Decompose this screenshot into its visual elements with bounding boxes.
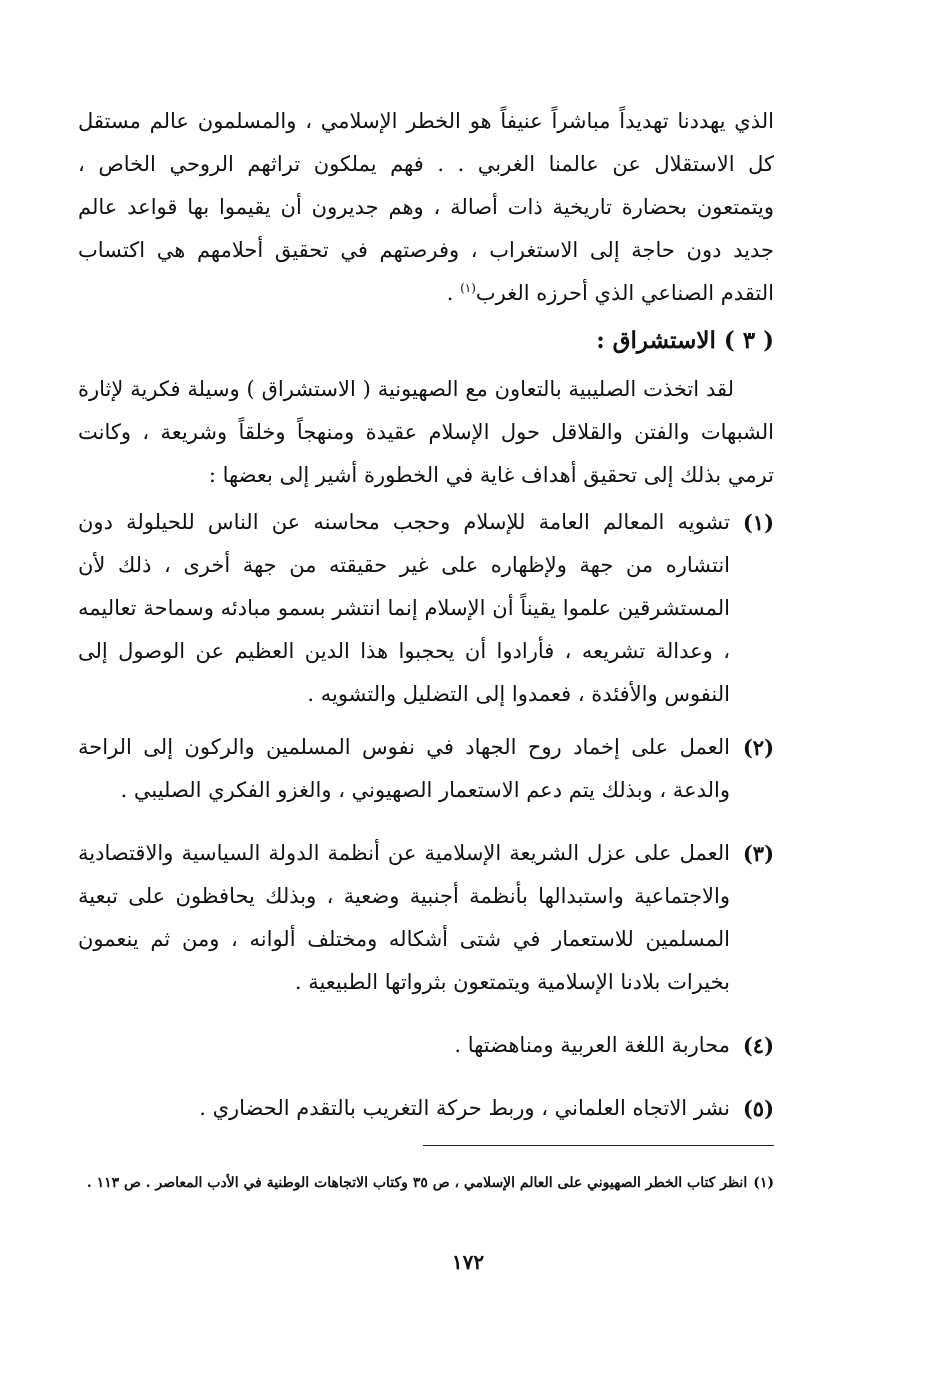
intro-paragraph: [78, 100, 774, 315]
list-item-number: (٥): [742, 1096, 774, 1121]
list-item-number: (١): [742, 510, 774, 535]
list-item-text: محاربة اللغة العربية ومناهضتها .: [454, 1033, 730, 1057]
list-item-text: العمل على عزل الشريعة الإسلامية عن أنظمة الدولة السياسية والاقتصادية والاجتماعية واستبدالها بأنظمة أجنبية وضعية ، وبذلك يحافظون على تبعية المسلمين للاستعمار في شتى أشكاله ومختلف ألوانه ، ومن ثم ينعمون بخيرات بلادنا الإسلامية ويتمتعون بثرواتها الطبيعية .: [78, 841, 730, 994]
intro-text: الذي يهددنا تهديداً مباشراً عنيفاً هو الخطر الإسلامي ، والمسلمون عالم مستقل كل الاستقلال عن عالمنا الغربي . . فهم يملكون تراثهم الروحي الخاص ، ويتمتعون بحضارة تاريخية ذات أصالة ، وهم جديرون أن يقيموا بها قواعد عالم جديد دون حاجة إلى الاستغراب ، وفرصتهم في تحقيق أحلامهم هي اكتساب التقدم الصناعي الذي أحرزه الغرب: [78, 109, 774, 305]
numbered-list: [78, 501, 774, 1130]
section-paragraph: لقد اتخذت الصليبية بالتعاون مع الصهيونية ( الاستشراق ) وسيلة فكرية لإثارة الشبهات والفتن والقلاقل حول الإسلام عقيدة ومنهجاً وخلقاً وشريعة ، وكانت ترمي بذلك إلى تحقيق أهداف غاية في الخطورة أشير إلى بعضها :: [78, 377, 774, 487]
section-heading: ( ٣ ) الاستشراق :: [596, 327, 774, 354]
intro-end: .: [446, 281, 461, 305]
list-item-text: نشر الاتجاه العلماني ، وربط حركة التغريب بالتقدم الحضاري .: [199, 1096, 730, 1120]
list-item: [78, 832, 774, 1004]
footnote-divider: [423, 1145, 774, 1146]
list-item-text: العمل على إخماد روح الجهاد في نفوس المسلمين والركون إلى الراحة والدعة ، وبذلك يتم دعم الاستعمار الصهيوني ، والغزو الفكري الصليبي .: [78, 735, 730, 802]
list-item-number: (٣): [742, 841, 774, 866]
list-item: [78, 726, 774, 812]
list-item-number: (٤): [742, 1033, 774, 1058]
footnote: [78, 1168, 774, 1198]
list-item: [78, 1024, 774, 1067]
page-body: [78, 100, 774, 1140]
list-item: [78, 1087, 774, 1130]
list-item-text: تشويه المعالم العامة للإسلام وحجب محاسنه عن الناس للحيلولة دون انتشاره من جهة ولإظهاره على غير حقيقته من جهة أخرى ، ذلك لأن المستشرقين علموا يقيناً أن الإسلام إنما انتشر بسمو مبادئه وسماحة تعاليمه ، وعدالة تشريعه ، فأرادوا أن يحجبوا هذا الدين العظيم عن الوصول إلى النفوس والأفئدة ، فعمدوا إلى التضليل والتشويه .: [78, 510, 730, 706]
footnote-number: (١): [753, 1175, 774, 1191]
page-number: ١٧٢: [451, 1250, 485, 1274]
list-item-number: (٢): [742, 735, 774, 760]
list-item: [78, 501, 774, 716]
footnote-reference[interactable]: (١): [460, 281, 476, 295]
footnote-text: انظر كتاب الخطر الصهيوني على العالم الإسلامي ، ص ٣٥ وكتاب الاتجاهات الوطنية في الأدب المعاصر . ص ١١٣ .: [86, 1175, 748, 1191]
